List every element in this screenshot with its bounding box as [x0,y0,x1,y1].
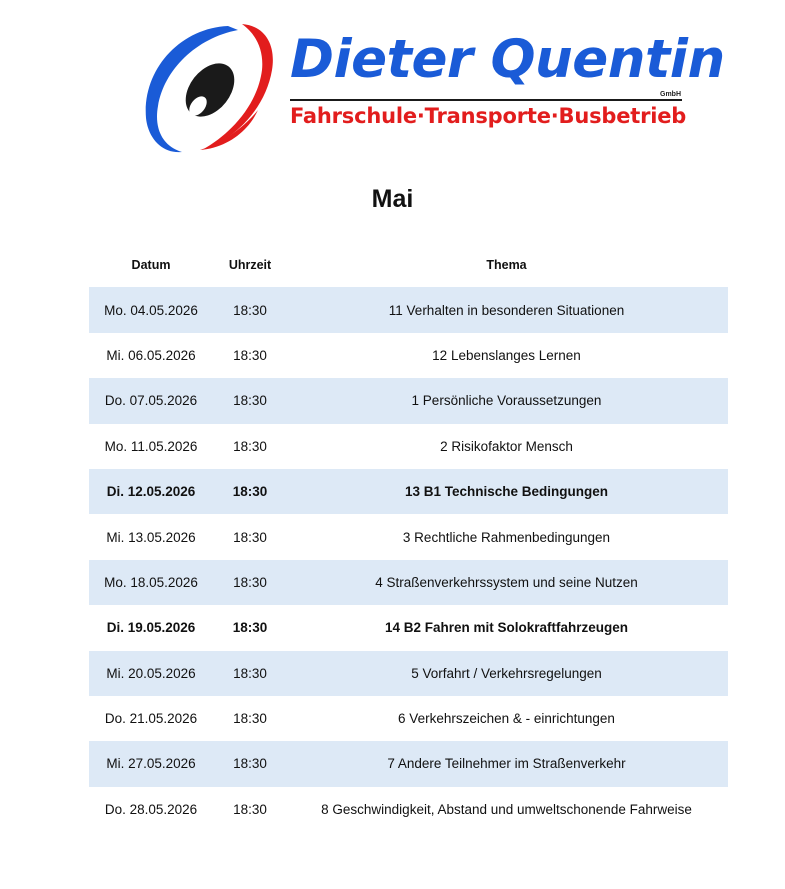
swoosh-logo-icon [140,20,280,160]
cell-topic: 13 B1 Technische Bedingungen [404,484,609,500]
table-row [89,787,728,832]
cell-topic: 12 Lebenslanges Lernen [432,347,581,363]
column-header-time: Uhrzeit [228,257,272,272]
cell-date: Di. 12.05.2026 [106,484,196,500]
cell-time: 18:30 [232,484,268,500]
company-tagline: Fahrschule·Transporte·Busbetrieb [290,104,687,128]
column-header-date: Datum [131,257,171,272]
cell-topic: 11 Verhalten in besonderen Situationen [388,302,625,318]
cell-topic: 2 Risikofaktor Mensch [440,438,573,454]
cell-time: 18:30 [232,620,268,636]
table-row [89,424,728,469]
cell-time: 18:30 [233,711,267,727]
column-header-topic: Thema [486,257,527,272]
cell-date: Mi. 20.05.2026 [106,665,196,681]
cell-topic: 7 Andere Teilnehmer im Straßenverkehr [387,756,626,772]
cell-topic: 14 B2 Fahren mit Solokraftfahrzeugen [384,620,629,636]
cell-time: 18:30 [233,801,267,817]
table-row [89,651,728,696]
table-row [89,696,728,741]
cell-time: 18:30 [233,529,267,545]
cell-date: Di. 19.05.2026 [106,620,196,636]
table-header [89,242,728,287]
table-row [89,378,728,423]
cell-date: Do. 21.05.2026 [104,711,198,727]
cell-topic: 3 Rechtliche Rahmenbedingungen [402,529,611,545]
page-title: Mai [371,185,414,213]
cell-date: Do. 28.05.2026 [104,801,198,817]
cell-topic: 6 Verkehrszeichen & - einrichtungen [398,711,615,727]
table-body [89,287,728,832]
cell-date: Mo. 11.05.2026 [104,438,198,454]
cell-time: 18:30 [233,438,267,454]
cell-time: 18:30 [233,574,267,590]
cell-date: Mi. 27.05.2026 [106,756,196,772]
table-row [89,560,728,605]
cell-time: 18:30 [233,756,267,772]
cell-date: Mi. 13.05.2026 [106,529,196,545]
cell-date: Mo. 04.05.2026 [104,302,198,318]
cell-topic: 8 Geschwindigkeit, Abstand und umweltschonende Fahrweise [321,801,692,817]
cell-time: 18:30 [233,302,267,318]
table-row [89,287,728,332]
company-legal-form: GmbH [660,91,681,98]
cell-date: Mi. 06.05.2026 [106,347,196,363]
cell-topic: 1 Persönliche Voraussetzungen [411,393,602,409]
cell-time: 18:30 [233,665,267,681]
cell-date: Do. 07.05.2026 [104,393,198,409]
table-row [89,333,728,378]
company-name: Dieter Quentin [290,29,725,90]
cell-topic: 5 Vorfahrt / Verkehrsregelungen [411,665,602,681]
cell-time: 18:30 [233,393,267,409]
table-row [89,514,728,559]
table-row [89,605,728,650]
cell-date: Mo. 18.05.2026 [104,574,198,590]
brand-divider [290,99,682,101]
table-row [89,469,728,514]
schedule-table [89,242,728,832]
company-logo [140,20,725,160]
cell-topic: 4 Straßenverkehrssystem und seine Nutzen [375,574,638,590]
table-row [89,741,728,786]
cell-time: 18:30 [233,347,267,363]
